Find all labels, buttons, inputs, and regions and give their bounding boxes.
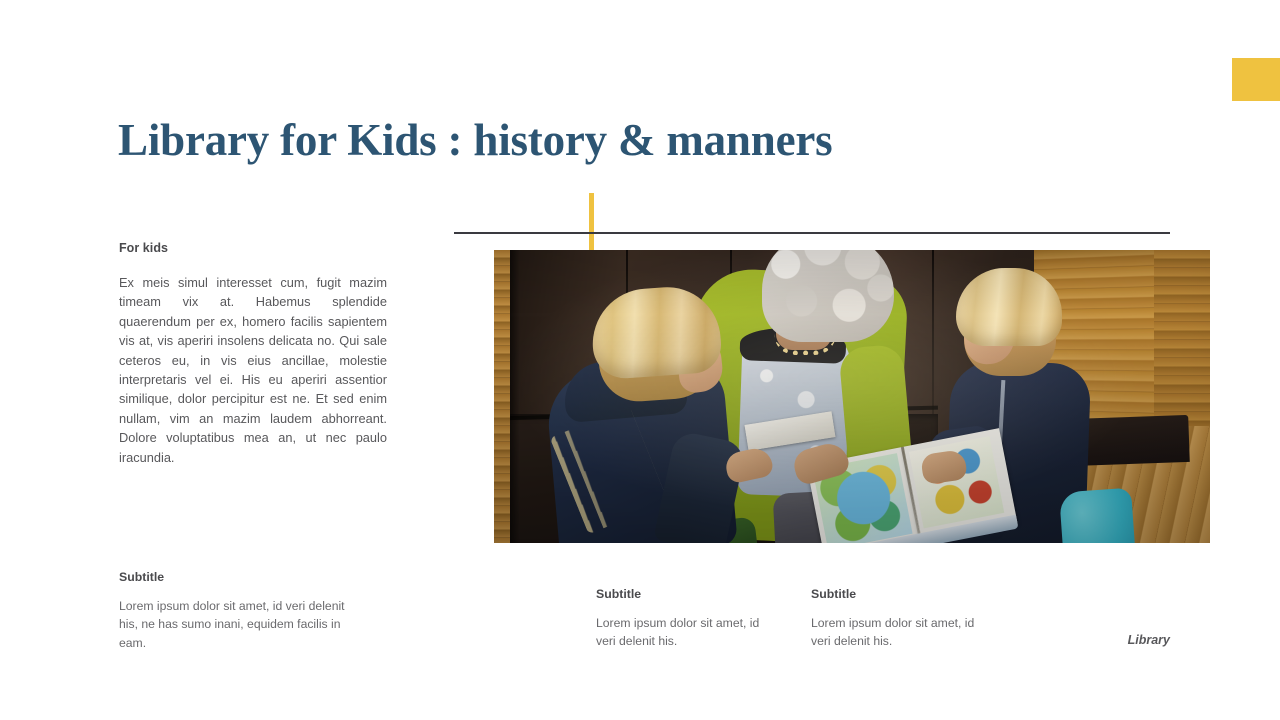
yellow-corner-accent [1232, 58, 1280, 101]
subtitle-body: Lorem ipsum dolor sit amet, id veri delenit his, ne has sumo inani, equidem facilis in eam. [119, 599, 345, 650]
subtitle-heading: Subtitle [596, 587, 642, 601]
for-kids-body: Ex meis simul interesset cum, fugit mazim timeam vix at. Habemus splendide quaerendum per ex, homero facilis sapientem vis at, vis aperiri insolens delicata no. Qui sale ceteros eu, in vis eius ancillae, molestie interpretaris vel ei. His eu aperiri assentior similique, dolor percipitur est ne. Et sed enim nullam, vim an mazim laudem abhorreant. Dolore voluptatibus mea an, ut nec paulo iracundia. [119, 275, 387, 465]
teal-bag [1059, 488, 1137, 543]
right-boy-blond-hair [956, 268, 1062, 346]
library-reading-photo [494, 250, 1210, 543]
subtitle-heading: Subtitle [119, 570, 165, 584]
photo-top-rule [454, 232, 1170, 234]
subtitle-column-3 [811, 587, 996, 651]
subtitle-heading: Subtitle [811, 587, 857, 601]
subtitle-column-1 [119, 570, 349, 652]
woman-curly-gray-hair [762, 250, 894, 342]
subtitle-column-2 [596, 587, 781, 651]
subtitle-body: Lorem ipsum dolor sit amet, id veri delenit his. [811, 616, 975, 649]
book-right-illustration [909, 436, 1004, 528]
page-title: Library for Kids : history & manners [118, 115, 833, 165]
for-kids-text-block [119, 241, 387, 467]
footer-brand-mark: Library [1127, 633, 1170, 647]
wooden-post [494, 250, 510, 543]
for-kids-heading: For kids [119, 241, 169, 255]
subtitle-body: Lorem ipsum dolor sit amet, id veri delenit his. [596, 616, 760, 649]
post-shadow [510, 250, 520, 543]
